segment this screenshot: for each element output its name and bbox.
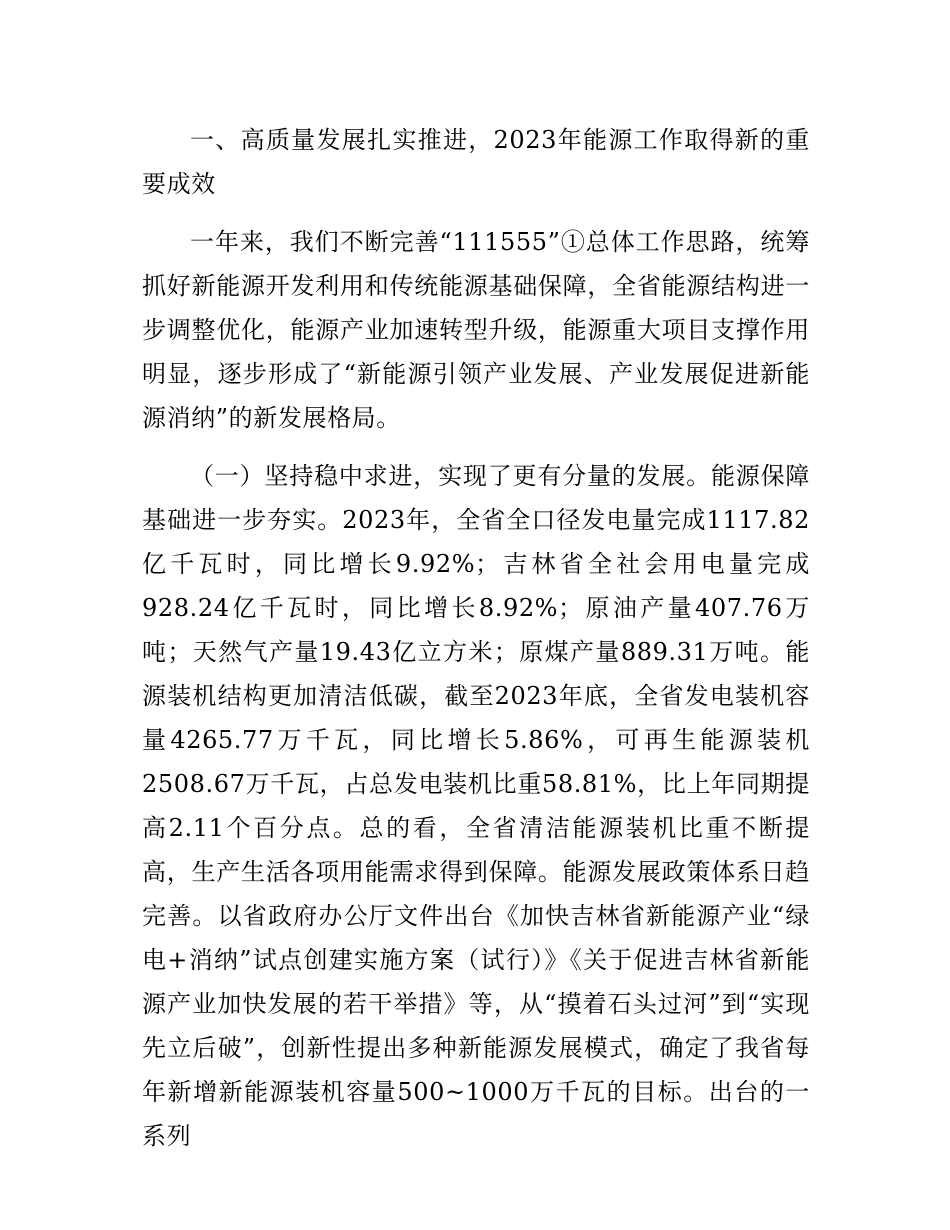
section-heading: 一、高质量发展扎实推进，2023年能源工作取得新的重要成效 [142, 126, 810, 198]
body-paragraph-development: （一）坚持稳中求进，实现了更有分量的发展。能源保障基础进一步夯实。2023年，全省全口径发电量完成1117.82亿千瓦时，同比增长9.92%；吉林省全社会用电量完成928.24亿千瓦时，同比增长8.92%；原油产量407.76万吨；天然气产量19.43亿立方米；原煤产量889.31万吨。能源装机结构更加清洁低碳，截至2023年底，全省发电装机容量4265.77万千瓦，同比增长5.86%，可再生能源装机2508.67万千瓦，占总发电装机比重58.81%，比上年同期提高2.11个百分点。总的看，全省清洁能源装机比重不断提高，生产生活各项用能需求得到保障。能源发展政策体系日趋完善。以省政府办公厅文件出台《加快吉林省新能源产业“绿电+消纳”试点创建实施方案（试行）》《关于促进吉林省新能源产业加快发展的若干举措》等，从“摸着石头过河”到“实现先立后破”，创新性提出多种新能源发展模式，确定了我省每年新增新能源装机容量500~1000万千瓦的目标。出台的一系列 [142, 462, 810, 1150]
body-paragraph-summary: 一年来，我们不断完善“111555”①总体工作思路，统筹抓好新能源开发利用和传统能源基础保障，全省能源结构进一步调整优化，能源产业加速转型升级，能源重大项目支撑作用明显，逐步形成了“新能源引领产业发展、产业发展促进新能源消纳”的新发展格局。 [142, 228, 810, 432]
document-body [142, 118, 810, 1172]
